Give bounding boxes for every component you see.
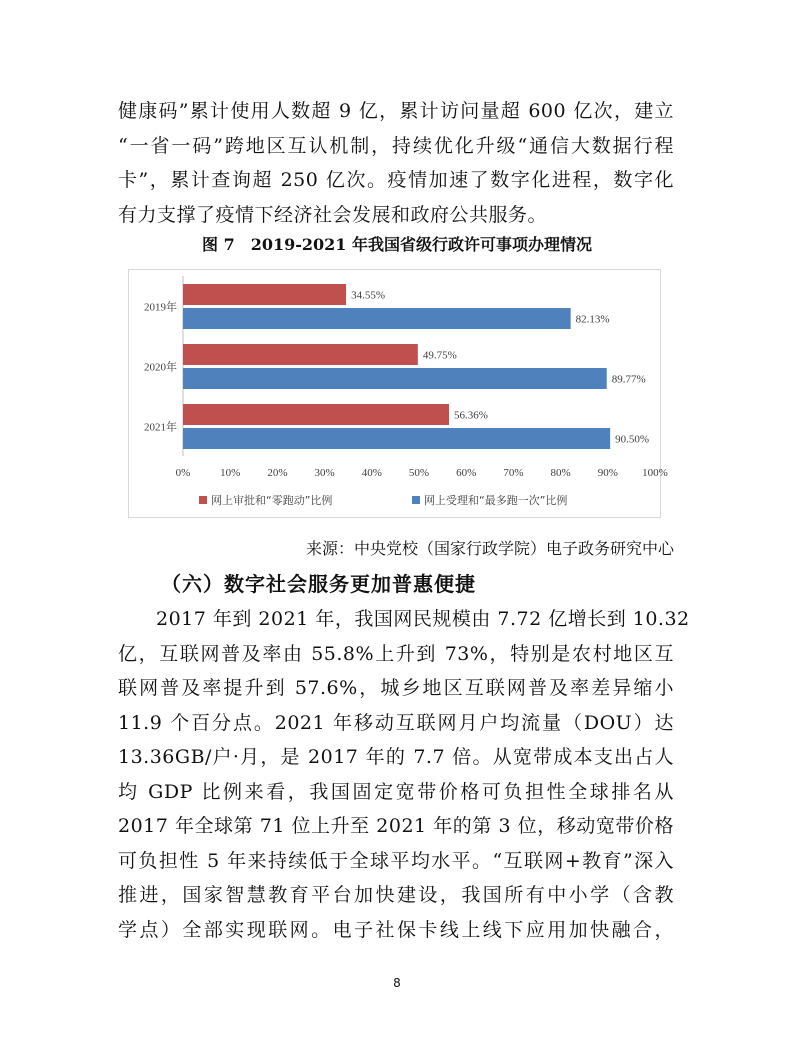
- chart-frame: [128, 269, 668, 518]
- paragraph-line: 推进，国家智慧教育平台加快建设，我国所有中小学（含教: [118, 884, 674, 906]
- bar-red: [183, 284, 346, 305]
- paragraph-line: 健康码”累计使用人数超 9 亿，累计访问量超 600 亿次，建立: [118, 100, 674, 122]
- x-tick-label: 50%: [408, 467, 430, 479]
- paragraph-line: 13.36GB/户·月，是 2017 年的 7.7 倍。从宽带成本支出占人: [118, 746, 674, 768]
- paragraph-line: 联网普及率提升到 57.6%，城乡地区互联网普及率差异缩小: [118, 677, 674, 699]
- paragraph-line: 卡”，累计查询超 250 亿次。疫情加速了数字化进程，数字化: [118, 169, 674, 191]
- data-label: 34.55%: [351, 289, 385, 302]
- x-tick-label: 30%: [314, 467, 335, 479]
- data-label: 82.13%: [575, 313, 610, 326]
- paragraph-line: 2017 年全球第 71 位上升至 2021 年的第 3 位，移动宽带价格: [118, 815, 674, 837]
- source-note: 来源：中央党校（国家行政学院）电子政务研究中心: [305, 539, 674, 558]
- x-tick-label: 70%: [503, 467, 524, 479]
- section-heading: （六）数字社会服务更加普惠便捷: [161, 572, 476, 596]
- data-label: 49.75%: [422, 349, 457, 362]
- x-tick-label: 90%: [597, 467, 618, 479]
- bar-red: [183, 404, 449, 425]
- x-tick-label: 20%: [267, 467, 288, 479]
- paragraph-main: [118, 602, 690, 947]
- category-label: 2020年: [144, 361, 177, 374]
- paragraph-line: 可负担性 5 年来持续低于全球平均水平。“互联网+教育”深入: [118, 849, 674, 872]
- paragraph-line: 均 GDP 比例来看，我国固定宽带价格可负担性全球排名从: [118, 780, 674, 803]
- x-tick-label: 60%: [456, 467, 477, 479]
- data-label: 56.36%: [454, 409, 488, 422]
- figure-caption: 图 7 2019-2021 年我国省级行政许可事项办理情况: [202, 235, 592, 254]
- paragraph-line: “一省一码”跨地区互认机制，持续优化升级“通信大数据行程: [118, 134, 674, 157]
- bar-blue: [183, 368, 607, 389]
- paragraph-line: 有力支撑了疫情下经济社会发展和政府公共服务。: [118, 203, 548, 226]
- category-label: 2019年: [144, 301, 177, 314]
- data-label: 90.50%: [615, 433, 650, 446]
- bar-red: [183, 344, 418, 365]
- x-tick-label: 10%: [220, 467, 241, 479]
- x-tick-label: 40%: [361, 467, 382, 479]
- legend-swatch: [412, 496, 420, 504]
- category-label: 2021年: [144, 421, 177, 434]
- bar-chart: [129, 270, 668, 519]
- paragraph-line: 11.9 个百分点。2021 年移动互联网月户均流量（DOU）达: [118, 711, 674, 734]
- paragraph-line: 亿，互联网普及率由 55.8%上升到 73%，特别是农村地区互: [118, 642, 674, 665]
- paragraph-line: 学点）全部实现联网。电子社保卡线上线下应用加快融合，: [118, 918, 674, 941]
- bar-blue: [183, 308, 571, 329]
- legend-swatch: [199, 496, 207, 504]
- paragraph-top: [118, 94, 674, 232]
- bar-blue: [183, 428, 610, 449]
- x-tick-label: 0%: [175, 467, 191, 479]
- x-tick-label: 80%: [550, 467, 571, 479]
- legend-label: 网上受理和“最多跑一次”比例: [424, 494, 568, 507]
- legend-label: 网上审批和“零跑动”比例: [211, 494, 333, 507]
- page-number: 8: [393, 976, 401, 990]
- data-label: 89.77%: [611, 373, 646, 386]
- x-tick-label: 100%: [642, 467, 668, 479]
- paragraph-line: 2017 年到 2021 年，我国网民规模由 7.72 亿增长到 10.32: [156, 608, 690, 630]
